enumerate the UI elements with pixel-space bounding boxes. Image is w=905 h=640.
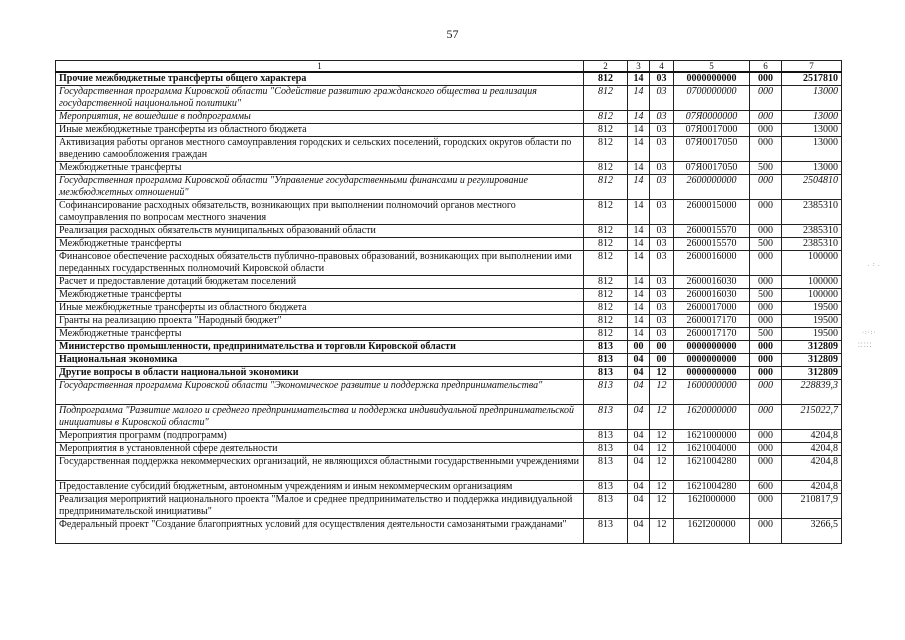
row-amount-cell: 312809	[782, 367, 842, 380]
row-code-cell: 000	[750, 315, 782, 328]
table-row	[56, 124, 842, 137]
row-amount-cell: 2385310	[782, 238, 842, 251]
row-code-cell: 03	[650, 124, 674, 137]
row-code-cell: 07Я0017000	[674, 124, 750, 137]
row-code-cell: 14	[628, 137, 650, 162]
table-row	[56, 276, 842, 289]
row-code-cell: 813	[584, 494, 628, 519]
row-code-cell: 000	[750, 443, 782, 456]
table-row	[56, 315, 842, 328]
row-code-cell: 813	[584, 367, 628, 380]
row-code-cell: 0000000000	[674, 354, 750, 367]
row-code-cell: 000	[750, 86, 782, 111]
row-code-cell: 1621000000	[674, 430, 750, 443]
row-code-cell: 1621004000	[674, 443, 750, 456]
table-row	[56, 225, 842, 238]
row-code-cell: 03	[650, 200, 674, 225]
row-name-cell: Государственная поддержка некоммерческих организаций, не являющихся областными государственными учреждениями	[56, 456, 584, 481]
row-code-cell: 12	[650, 519, 674, 544]
column-header: 2	[584, 61, 628, 73]
row-code-cell: 000	[750, 72, 782, 86]
row-name-cell: Мероприятия программ (подпрограмм)	[56, 430, 584, 443]
row-code-cell: 14	[628, 86, 650, 111]
scan-artifact: ⁚⁚⁚⁚⁚	[858, 343, 873, 349]
row-code-cell: 162I000000	[674, 494, 750, 519]
table-row	[56, 405, 842, 430]
scan-artifact: ·:·:·	[862, 330, 877, 336]
row-code-cell: 04	[628, 430, 650, 443]
row-amount-cell: 228839,3	[782, 380, 842, 405]
row-name-cell: Софинансирование расходных обязательств, возникающих при выполнении полномочий органов местного самоуправления по вопросам местного значения	[56, 200, 584, 225]
row-code-cell: 07Я0017050	[674, 162, 750, 175]
row-code-cell: 2600017170	[674, 328, 750, 341]
row-code-cell: 812	[584, 289, 628, 302]
row-code-cell: 000	[750, 380, 782, 405]
row-code-cell: 12	[650, 481, 674, 494]
row-code-cell: 0000000000	[674, 341, 750, 354]
row-code-cell: 03	[650, 315, 674, 328]
row-code-cell: 03	[650, 137, 674, 162]
row-code-cell: 000	[750, 456, 782, 481]
row-amount-cell: 312809	[782, 341, 842, 354]
row-code-cell: 03	[650, 162, 674, 175]
row-code-cell: 14	[628, 251, 650, 276]
column-header: 3	[628, 61, 650, 73]
row-code-cell: 0000000000	[674, 72, 750, 86]
row-name-cell: Государственная программа Кировской области "Содействие развитию гражданского общества и реализация государственной национальной политики"	[56, 86, 584, 111]
row-amount-cell: 19500	[782, 302, 842, 315]
row-code-cell: 000	[750, 302, 782, 315]
row-code-cell: 000	[750, 341, 782, 354]
row-code-cell: 813	[584, 443, 628, 456]
table-row	[56, 111, 842, 124]
table-row	[56, 341, 842, 354]
budget-table	[55, 60, 842, 544]
row-code-cell: 03	[650, 111, 674, 124]
row-code-cell: 14	[628, 276, 650, 289]
row-code-cell: 12	[650, 380, 674, 405]
row-amount-cell: 4204,8	[782, 456, 842, 481]
row-name-cell: Расчет и предоставление дотаций бюджетам поселений	[56, 276, 584, 289]
table-row	[56, 328, 842, 341]
row-code-cell: 000	[750, 111, 782, 124]
row-code-cell: 000	[750, 354, 782, 367]
row-code-cell: 14	[628, 315, 650, 328]
row-code-cell: 812	[584, 276, 628, 289]
table-row	[56, 289, 842, 302]
row-code-cell: 2600000000	[674, 175, 750, 200]
table-row	[56, 494, 842, 519]
row-code-cell: 00	[650, 341, 674, 354]
row-amount-cell: 210817,9	[782, 494, 842, 519]
row-amount-cell: 13000	[782, 162, 842, 175]
table-row	[56, 72, 842, 86]
row-amount-cell: 215022,7	[782, 405, 842, 430]
table-header-row	[56, 61, 842, 73]
page-number: 57	[446, 27, 459, 41]
row-code-cell: 500	[750, 289, 782, 302]
row-code-cell: 000	[750, 137, 782, 162]
row-code-cell: 14	[628, 124, 650, 137]
table-row	[56, 367, 842, 380]
row-code-cell: 14	[628, 200, 650, 225]
row-amount-cell: 2517810	[782, 72, 842, 86]
row-amount-cell: 2385310	[782, 200, 842, 225]
row-code-cell: 00	[650, 354, 674, 367]
row-code-cell: 812	[584, 124, 628, 137]
row-name-cell: Реализация расходных обязательств муниципальных образований области	[56, 225, 584, 238]
row-code-cell: 12	[650, 430, 674, 443]
row-name-cell: Межбюджетные трансферты	[56, 162, 584, 175]
row-name-cell: Мероприятия, не вошедшие в подпрограммы	[56, 111, 584, 124]
row-name-cell: Федеральный проект "Создание благоприятных условий для осуществления деятельности самозанятыми гражданами"	[56, 519, 584, 544]
row-code-cell: 1621004280	[674, 481, 750, 494]
table-row	[56, 519, 842, 544]
row-code-cell: 03	[650, 251, 674, 276]
row-amount-cell: 100000	[782, 276, 842, 289]
row-code-cell: 04	[628, 519, 650, 544]
row-code-cell: 03	[650, 72, 674, 86]
row-code-cell: 812	[584, 302, 628, 315]
row-code-cell: 12	[650, 405, 674, 430]
row-code-cell: 812	[584, 86, 628, 111]
row-code-cell: 03	[650, 86, 674, 111]
column-header: 1	[56, 61, 584, 73]
row-code-cell: 000	[750, 494, 782, 519]
row-code-cell: 14	[628, 162, 650, 175]
scan-artifact: . : .	[868, 262, 881, 268]
row-code-cell: 000	[750, 200, 782, 225]
row-code-cell: 000	[750, 367, 782, 380]
row-code-cell: 00	[628, 341, 650, 354]
row-code-cell: 500	[750, 328, 782, 341]
row-amount-cell: 3266,5	[782, 519, 842, 544]
row-name-cell: Государственная программа Кировской области "Экономическое развитие и поддержка предпринимательства"	[56, 380, 584, 405]
table-row	[56, 238, 842, 251]
row-name-cell: Иные межбюджетные трансферты из областного бюджета	[56, 124, 584, 137]
row-code-cell: 0700000000	[674, 86, 750, 111]
row-code-cell: 813	[584, 354, 628, 367]
row-name-cell: Государственная программа Кировской области "Управление государственными финансами и регулирование межбюджетных отношений"	[56, 175, 584, 200]
row-code-cell: 12	[650, 456, 674, 481]
row-code-cell: 600	[750, 481, 782, 494]
row-code-cell: 12	[650, 443, 674, 456]
row-code-cell: 2600017000	[674, 302, 750, 315]
row-code-cell: 812	[584, 162, 628, 175]
row-amount-cell: 13000	[782, 111, 842, 124]
row-code-cell: 14	[628, 72, 650, 86]
row-code-cell: 813	[584, 380, 628, 405]
row-amount-cell: 4204,8	[782, 430, 842, 443]
row-code-cell: 0000000000	[674, 367, 750, 380]
row-code-cell: 04	[628, 443, 650, 456]
table-row	[56, 443, 842, 456]
row-amount-cell: 100000	[782, 251, 842, 276]
row-name-cell: Межбюджетные трансферты	[56, 289, 584, 302]
row-amount-cell: 19500	[782, 315, 842, 328]
table-row	[56, 354, 842, 367]
table-row	[56, 200, 842, 225]
table-row	[56, 302, 842, 315]
row-code-cell: 1621004280	[674, 456, 750, 481]
row-code-cell: 2600017170	[674, 315, 750, 328]
row-amount-cell: 13000	[782, 137, 842, 162]
row-code-cell: 2600015570	[674, 225, 750, 238]
row-name-cell: Министерство промышленности, предпринимательства и торговли Кировской области	[56, 341, 584, 354]
row-name-cell: Предоставление субсидий бюджетным, автономным учреждениям и иным некоммерческим организациям	[56, 481, 584, 494]
row-code-cell: 812	[584, 200, 628, 225]
row-code-cell: 812	[584, 175, 628, 200]
row-amount-cell: 4204,8	[782, 443, 842, 456]
row-code-cell: 04	[628, 405, 650, 430]
row-code-cell: 500	[750, 238, 782, 251]
row-name-cell: Национальная экономика	[56, 354, 584, 367]
table-row	[56, 380, 842, 405]
row-code-cell: 14	[628, 111, 650, 124]
table-row	[56, 175, 842, 200]
row-name-cell: Межбюджетные трансферты	[56, 328, 584, 341]
row-code-cell: 162I200000	[674, 519, 750, 544]
row-code-cell: 04	[628, 456, 650, 481]
row-code-cell: 813	[584, 456, 628, 481]
row-code-cell: 03	[650, 225, 674, 238]
row-code-cell: 07Я0017050	[674, 137, 750, 162]
row-code-cell: 14	[628, 328, 650, 341]
row-code-cell: 03	[650, 175, 674, 200]
row-code-cell: 04	[628, 380, 650, 405]
row-code-cell: 1600000000	[674, 380, 750, 405]
row-code-cell: 812	[584, 137, 628, 162]
row-code-cell: 812	[584, 238, 628, 251]
table-row	[56, 162, 842, 175]
row-code-cell: 2600015570	[674, 238, 750, 251]
row-amount-cell: 2504810	[782, 175, 842, 200]
row-code-cell: 2600016030	[674, 289, 750, 302]
column-header: 5	[674, 61, 750, 73]
row-code-cell: 000	[750, 519, 782, 544]
row-code-cell: 07Я0000000	[674, 111, 750, 124]
row-code-cell: 2600016000	[674, 251, 750, 276]
row-amount-cell: 2385310	[782, 225, 842, 238]
row-code-cell: 04	[628, 354, 650, 367]
row-code-cell: 12	[650, 367, 674, 380]
row-amount-cell: 13000	[782, 86, 842, 111]
row-name-cell: Прочие межбюджетные трансферты общего характера	[56, 72, 584, 86]
row-code-cell: 1620000000	[674, 405, 750, 430]
table-body	[56, 72, 842, 544]
row-name-cell: Активизация работы органов местного самоуправления городских и сельских поселений, городских округов области по введению самообложения граждан	[56, 137, 584, 162]
row-name-cell: Подпрограмма "Развитие малого и среднего предпринимательства и поддержка индивидуальной предпринимательской инициативы в Кировской области"	[56, 405, 584, 430]
table-row	[56, 137, 842, 162]
table-row	[56, 86, 842, 111]
row-code-cell: 812	[584, 111, 628, 124]
row-code-cell: 14	[628, 175, 650, 200]
column-header: 4	[650, 61, 674, 73]
row-code-cell: 03	[650, 302, 674, 315]
row-amount-cell: 312809	[782, 354, 842, 367]
row-code-cell: 12	[650, 494, 674, 519]
row-code-cell: 2600015000	[674, 200, 750, 225]
row-code-cell: 500	[750, 162, 782, 175]
row-name-cell: Иные межбюджетные трансферты из областного бюджета	[56, 302, 584, 315]
row-code-cell: 000	[750, 124, 782, 137]
row-amount-cell: 13000	[782, 124, 842, 137]
row-amount-cell: 4204,8	[782, 481, 842, 494]
row-code-cell: 813	[584, 481, 628, 494]
row-name-cell: Финансовое обеспечение расходных обязательств публично-правовых образований, возникающих при выполнении ими переданных государственных полномочий Кировской области	[56, 251, 584, 276]
row-code-cell: 04	[628, 481, 650, 494]
row-code-cell: 813	[584, 341, 628, 354]
row-code-cell: 14	[628, 225, 650, 238]
column-header: 6	[750, 61, 782, 73]
row-code-cell: 000	[750, 175, 782, 200]
row-code-cell: 03	[650, 238, 674, 251]
row-code-cell: 812	[584, 72, 628, 86]
row-name-cell: Гранты на реализацию проекта "Народный бюджет"	[56, 315, 584, 328]
row-code-cell: 812	[584, 225, 628, 238]
table-row	[56, 456, 842, 481]
row-amount-cell: 100000	[782, 289, 842, 302]
row-code-cell: 2600016030	[674, 276, 750, 289]
row-code-cell: 04	[628, 367, 650, 380]
column-header: 7	[782, 61, 842, 73]
row-code-cell: 000	[750, 430, 782, 443]
row-code-cell: 812	[584, 328, 628, 341]
row-code-cell: 04	[628, 494, 650, 519]
row-code-cell: 000	[750, 251, 782, 276]
row-name-cell: Реализация мероприятий национального проекта "Малое и среднее предпринимательство и поддержка индивидуальной предпринимательской инициативы"	[56, 494, 584, 519]
row-name-cell: Межбюджетные трансферты	[56, 238, 584, 251]
row-code-cell: 03	[650, 289, 674, 302]
row-code-cell: 14	[628, 238, 650, 251]
row-code-cell: 000	[750, 405, 782, 430]
row-code-cell: 14	[628, 289, 650, 302]
row-name-cell: Мероприятия в установленной сфере деятельности	[56, 443, 584, 456]
row-code-cell: 813	[584, 430, 628, 443]
row-code-cell: 813	[584, 405, 628, 430]
table-row	[56, 251, 842, 276]
row-name-cell: Другие вопросы в области национальной экономики	[56, 367, 584, 380]
row-code-cell: 14	[628, 302, 650, 315]
row-code-cell: 000	[750, 276, 782, 289]
row-code-cell: 812	[584, 315, 628, 328]
row-code-cell: 03	[650, 328, 674, 341]
row-code-cell: 812	[584, 251, 628, 276]
row-amount-cell: 19500	[782, 328, 842, 341]
table-row	[56, 430, 842, 443]
row-code-cell: 813	[584, 519, 628, 544]
table-row	[56, 481, 842, 494]
row-code-cell: 03	[650, 276, 674, 289]
row-code-cell: 000	[750, 225, 782, 238]
